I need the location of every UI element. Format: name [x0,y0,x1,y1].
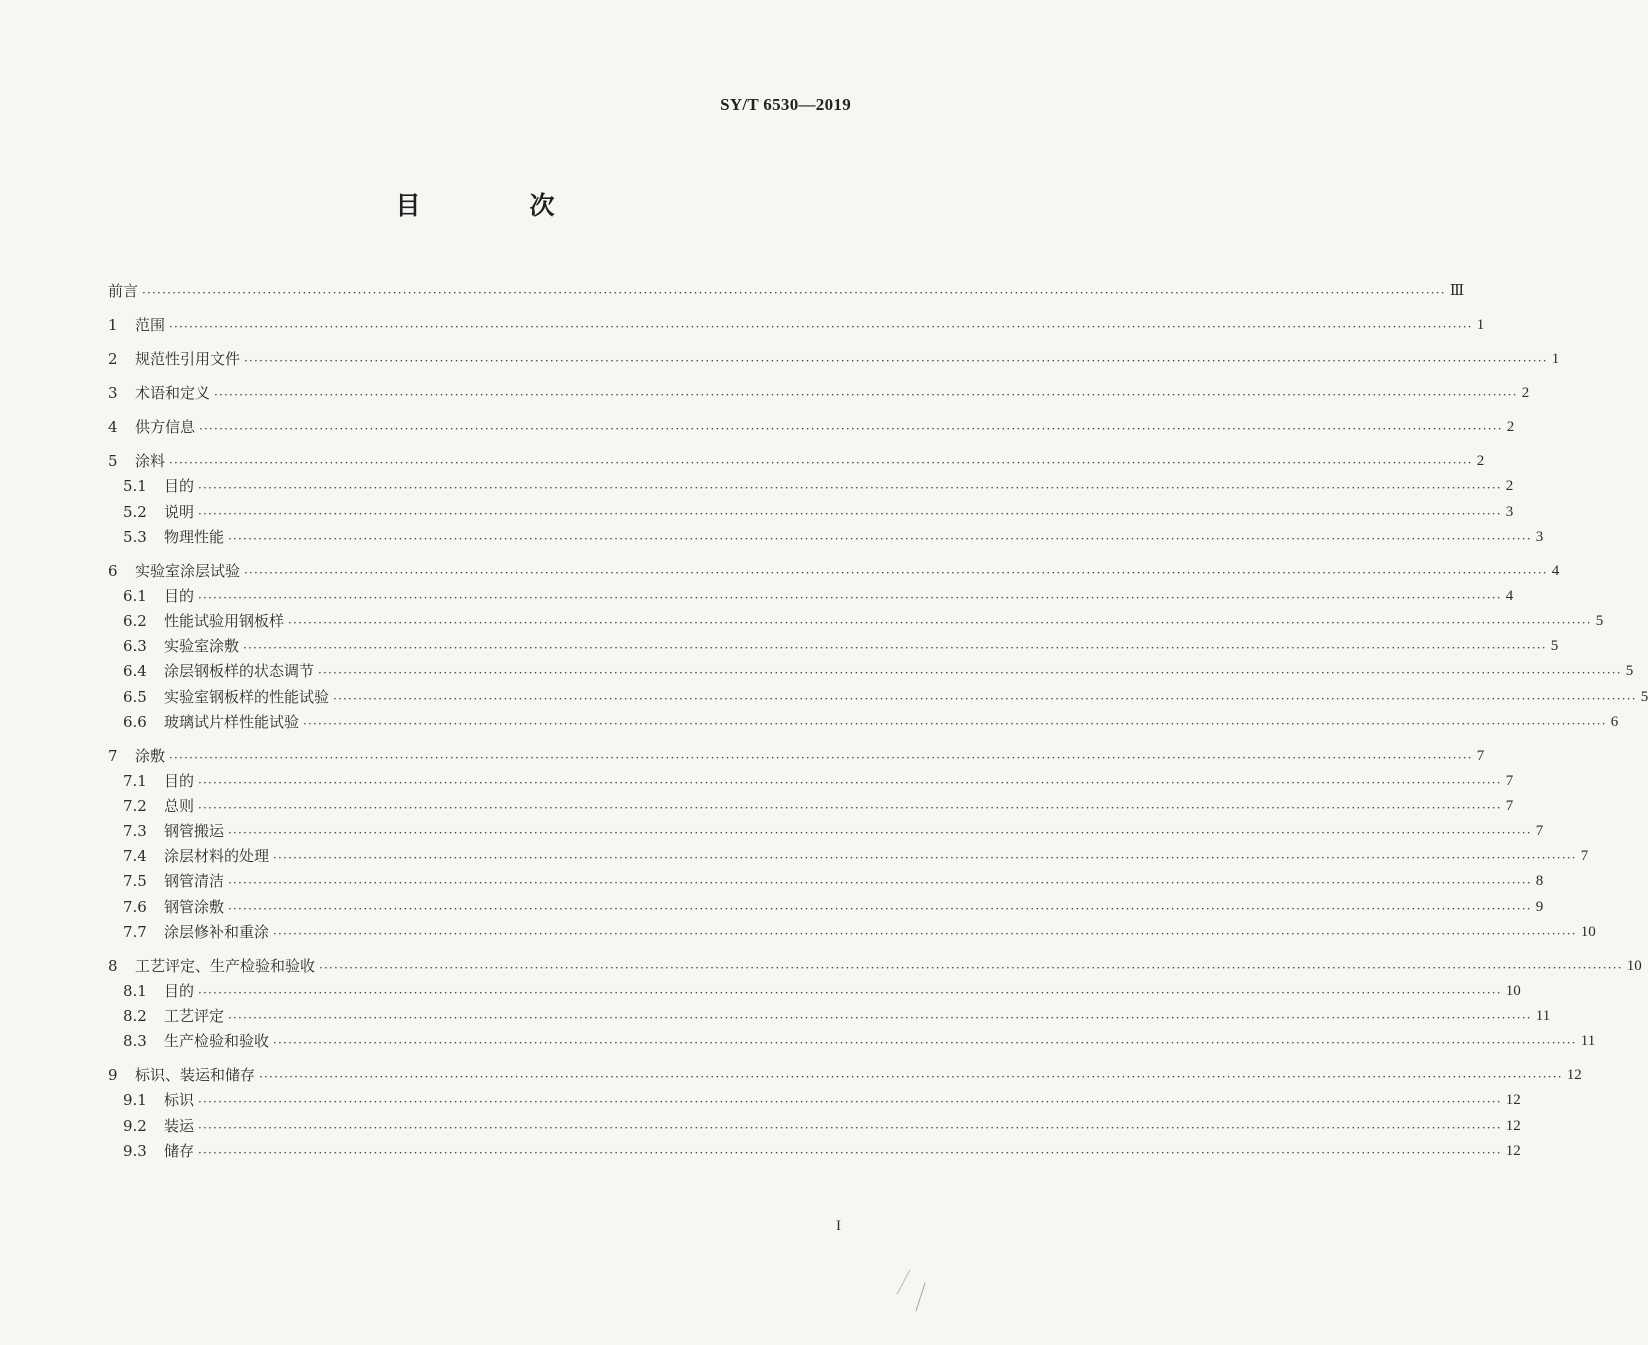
toc-entry-title: 总则 [164,797,195,815]
toc-leader-dots: ···································································································································································································································································· [198,801,1502,815]
toc-entry-page: 12 [1505,1142,1521,1159]
toc-entry[interactable] [108,1064,1582,1086]
toc-entry-page: 10 [1505,982,1521,999]
toc-entry[interactable] [123,820,1544,842]
toc-entry-number: 8.2 [123,1007,147,1026]
toc-entry-title: 性能试验用钢板样 [164,612,285,630]
toc-entry-page: 5 [1550,638,1559,655]
toc-leader-dots: ···································································································································································································································································· [198,481,1502,496]
toc-entry-page: 9 [1535,898,1544,915]
toc-entry-title: 涂料 [135,452,166,471]
toc-entry-number: 7.1 [123,771,147,790]
toc-entry-title: 范围 [135,316,166,334]
toc-entry-page: 8 [1535,873,1544,890]
toc-leader-dots: ···································································································································································································································································· [169,456,1473,471]
toc-entry-title: 工艺评定 [164,1007,225,1026]
toc-entry-title: 前言 [108,282,139,300]
toc-entry-number: 7.5 [123,872,147,891]
toc-leader-dots: ···································································································································································································································································· [273,1036,1577,1051]
toc-entry-title: 涂层钢板样的状态调节 [164,662,315,681]
toc-leader-dots: ···································································································································································································································································· [199,422,1503,437]
toc-entry-number: 6 [108,561,118,580]
toc-entry[interactable] [123,501,1514,523]
toc-entry[interactable] [123,475,1514,497]
toc-entry-number: 5.3 [123,527,147,546]
toc-entry[interactable] [123,635,1559,657]
toc-entry[interactable] [123,770,1514,792]
toc-entry-page: 3 [1535,528,1544,545]
toc-entry-page: 12 [1566,1067,1582,1084]
toc-entry-title: 实验室钢板样的性能试验 [164,687,330,706]
toc-leader-dots: ···································································································································································································································································· [169,320,1473,334]
toc-entry[interactable] [123,795,1514,817]
toc-entry-title: 涂层修补和重涂 [164,922,270,941]
toc-entry-number: 8.1 [123,981,147,1000]
toc-entry[interactable] [123,845,1589,867]
toc-entry-number: 7.4 [123,847,147,866]
toc-entry-number: 9.2 [123,1116,147,1135]
toc-entry-page: 11 [1580,1033,1596,1050]
toc-entry-page: 10 [1626,957,1642,974]
toc-entry-title: 目的 [164,586,195,605]
toc-entry-page: 7 [1505,798,1514,814]
toc-entry[interactable] [108,280,1465,302]
toc-entry[interactable] [123,1005,1551,1027]
toc-leader-dots: ···································································································································································································································································· [198,1145,1502,1160]
toc-entry-title: 目的 [164,981,195,1000]
toc-leader-dots: ···································································································································································································································································· [273,851,1577,866]
toc-entry-page: 4 [1551,562,1560,579]
toc-entry-number: 6.1 [123,586,147,605]
toc-entry-page: 1 [1551,351,1560,368]
toc-entry[interactable] [108,560,1560,582]
toc-entry-page: 2 [1506,419,1515,436]
toc-entry-number: 6.2 [123,612,147,630]
toc-leader-dots: ···································································································································································································································································· [198,775,1502,790]
toc-entry-page: 5 [1595,613,1604,629]
toc-entry-page: 2 [1476,453,1485,470]
toc-entry-number: 5.1 [123,477,147,496]
toc-entry-number: 7.3 [123,822,147,841]
toc-leader-dots: ···································································································································································································································································· [273,926,1577,941]
toc-entry-title: 钢管搬运 [164,822,225,841]
toc-entry-title: 储存 [164,1141,195,1160]
toc-entry-page: 2 [1521,385,1530,402]
toc-leader-dots: ···································································································································································································································································· [198,590,1502,605]
toc-leader-dots: ···································································································································································································································································· [228,876,1532,891]
toc-leader-dots: ···································································································································································································································································· [169,750,1473,765]
toc-entry[interactable] [123,870,1544,892]
toc-entry-page: 3 [1505,503,1514,520]
toc-entry-number: 1 [108,316,118,334]
toc-leader-dots: ···································································································································································································································································· [244,565,1548,580]
toc-entry-page: 12 [1505,1117,1521,1134]
toc-entry-number: 2 [108,350,118,369]
toc-entry-number: 7.6 [123,897,147,916]
toc-entry[interactable] [123,711,1619,733]
toc-entry[interactable] [123,660,1634,682]
toc-leader-dots: ···································································································································································································································································· [198,1120,1502,1135]
toc-entry[interactable] [123,1115,1521,1137]
toc-entry-title: 生产检验和验收 [164,1032,270,1051]
toc-entry-title: 标识、装运和储存 [135,1066,256,1085]
toc-leader-dots: ···································································································································································································································································· [228,826,1532,841]
toc-entry-number: 8.3 [123,1032,147,1051]
toc-entry-title: 物理性能 [164,527,225,546]
toc-entry-page: 2 [1505,478,1514,495]
toc-leader-dots: ···································································································································································································································································· [318,666,1622,681]
toc-leader-dots: ···································································································································································································································································· [319,960,1623,975]
toc-leader-dots: ···································································································································································································································································· [198,1095,1502,1110]
toc-entry-page: 7 [1505,772,1514,789]
toc-entry-page: 7 [1476,747,1485,764]
toc-entry-number: 5 [108,452,118,471]
toc-entry[interactable] [123,526,1544,548]
toc-entry-title: 工艺评定、生产检验和验收 [135,956,316,975]
toc-entry-title: 标识 [164,1091,195,1110]
toc-entry[interactable] [123,1030,1596,1052]
toc-leader-dots: ···································································································································································································································································· [333,691,1637,706]
toc-entry-number: 6.4 [123,662,147,681]
toc-entry-page: 7 [1580,848,1589,865]
toc-entry-title: 涂层材料的处理 [164,847,270,866]
toc-entry-page: 6 [1610,713,1619,730]
toc-entry-page: 10 [1580,923,1596,940]
toc-entry-title: 实验室涂层试验 [135,561,241,580]
toc-entry-number: 7 [108,746,118,765]
toc-entry-title: 涂敷 [135,746,166,765]
toc-entry-title: 供方信息 [135,418,196,437]
toc-entry-number: 5.2 [123,502,147,521]
toc-leader-dots: ···································································································································································································································································· [198,985,1502,1000]
toc-leader-dots: ···································································································································································································································································· [288,616,1592,630]
toc-leader-dots: ···································································································································································································································································· [228,531,1532,546]
toc-entry-page: 7 [1535,823,1544,840]
toc-entry[interactable] [123,896,1544,918]
toc-leader-dots: ···································································································································································································································································· [142,286,1446,300]
toc-entry-title: 目的 [164,477,195,496]
toc-entry[interactable] [108,382,1530,404]
page-number: I [836,1218,841,1234]
toc-entry-title: 钢管涂敷 [164,897,225,916]
toc-entry[interactable] [123,980,1521,1002]
toc-entry-title: 装运 [164,1116,195,1135]
toc-entry-page: 1 [1476,317,1485,333]
toc-entry-number: 9 [108,1066,118,1085]
toc-entry[interactable] [123,610,1604,632]
toc-entry-number: 9.1 [123,1091,147,1110]
toc-entry-page: 11 [1535,1008,1551,1025]
toc-entry-number: 7.2 [123,797,147,815]
toc-entry-page: 12 [1505,1092,1521,1109]
toc-entry-page: 5 [1625,663,1634,680]
toc-leader-dots: ···································································································································································································································································· [303,716,1607,731]
toc-leader-dots: ···································································································································································································································································· [198,506,1502,521]
toc-leader-dots: ···································································································································································································································································· [259,1070,1563,1085]
toc-entry[interactable] [108,416,1515,438]
toc-leader-dots: ···································································································································································································································································· [244,354,1548,369]
toc-entry-title: 术语和定义 [135,384,211,403]
toc-entry-title: 实验室涂敷 [164,637,240,656]
toc-entry[interactable] [123,585,1514,607]
toc-entry-number: 7.7 [123,922,147,941]
toc-entry-page: Ⅲ [1449,283,1465,299]
toc-entry[interactable] [123,921,1596,943]
toc-entry[interactable] [108,348,1560,370]
toc-entry-number: 6.3 [123,637,147,656]
toc-leader-dots: ···································································································································································································································································· [228,901,1532,916]
toc-leader-dots: ···································································································································································································································································· [228,1011,1532,1026]
toc-entry-page: 5 [1640,688,1648,705]
toc-entry-number: 8 [108,956,118,975]
toc-entry-title: 规范性引用文件 [135,350,241,369]
toc-entry[interactable] [123,1089,1521,1111]
toc-entry-title: 说明 [164,502,195,521]
toc-entry[interactable] [108,745,1485,767]
toc-entry[interactable] [123,686,1648,708]
toc-leader-dots: ···································································································································································································································································· [243,641,1547,656]
page-title: 目 次 [395,191,597,220]
toc-entry-title: 钢管清洁 [164,872,225,891]
toc-entry[interactable] [108,450,1485,472]
toc-entry-number: 3 [108,384,118,403]
toc-entry-title: 玻璃试片样性能试验 [164,712,300,731]
standard-code: SY/T 6530—2019 [720,95,851,114]
toc-entry[interactable] [108,314,1485,336]
toc-entry-number: 6.5 [123,687,147,706]
toc-entry[interactable] [123,1140,1521,1162]
toc-entry[interactable] [108,955,1642,977]
toc-entry-title: 目的 [164,771,195,790]
toc-entry-number: 9.3 [123,1141,147,1160]
toc-entry-page: 4 [1505,587,1514,604]
toc-entry-number: 6.6 [123,712,147,731]
toc-leader-dots: ···································································································································································································································································· [214,388,1518,403]
toc-entry-number: 4 [108,418,118,437]
